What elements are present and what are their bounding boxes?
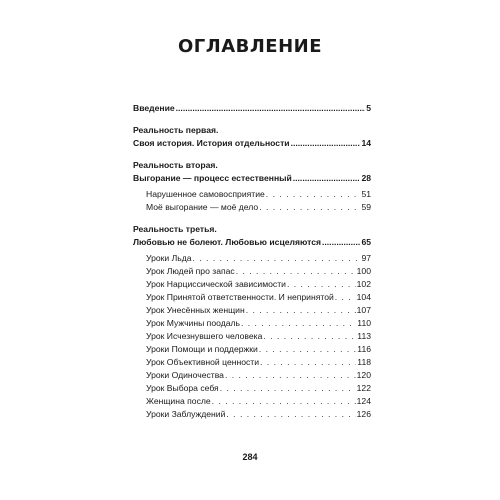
toc-entry-page: 107 <box>356 305 371 315</box>
dot-leader <box>322 236 360 249</box>
toc-subentry[interactable] <box>146 291 371 304</box>
toc-entry-label: Урок Унесённых женщин <box>146 305 245 315</box>
toc-entry-page: 116 <box>357 344 371 354</box>
toc-subentry[interactable] <box>146 408 371 421</box>
dot-leader <box>259 343 356 356</box>
dot-leader <box>246 304 356 317</box>
dot-leader <box>193 252 361 265</box>
dot-leader <box>266 188 361 201</box>
toc-entry-page: 120 <box>356 370 371 380</box>
toc-subentry[interactable] <box>146 369 371 382</box>
toc-subentry[interactable] <box>146 201 371 214</box>
dot-leader <box>241 317 356 330</box>
toc-entry-page: 113 <box>357 331 371 341</box>
dot-leader <box>259 201 360 214</box>
toc-subentry[interactable] <box>146 317 371 330</box>
dot-leader <box>263 330 356 343</box>
toc-entry-page: 118 <box>357 357 371 367</box>
toc-subentry[interactable] <box>146 395 371 408</box>
table-of-contents <box>133 102 371 421</box>
dot-leader <box>225 369 356 382</box>
toc-entry-label: Урок Нарциссической зависимости <box>146 279 286 289</box>
dot-leader <box>335 291 356 304</box>
toc-subentry[interactable] <box>146 304 371 317</box>
toc-subentry[interactable] <box>146 330 371 343</box>
toc-entry-part3[interactable] <box>133 236 371 249</box>
toc-entry-page: 51 <box>361 189 371 199</box>
toc-entry-label: Моё выгорание — моё дело <box>146 202 259 212</box>
dot-leader <box>176 102 366 115</box>
toc-entry-page: 14 <box>361 138 371 148</box>
dot-leader <box>212 395 356 408</box>
dot-leader <box>226 408 355 421</box>
toc-subentry[interactable] <box>146 278 371 291</box>
toc-entry-label: Своя история. История отдельности <box>133 138 290 148</box>
toc-subentry[interactable] <box>146 188 371 201</box>
dot-leader <box>291 137 361 150</box>
page-title: ОГЛАВЛЕНИЕ <box>177 36 323 57</box>
toc-section-part1 <box>133 124 371 150</box>
dot-leader <box>236 265 356 278</box>
toc-entry-label: Нарушенное самовосприятие <box>146 189 265 199</box>
toc-entry-label: Введение <box>133 103 175 113</box>
toc-entry-intro[interactable] <box>133 102 371 115</box>
toc-entry-page: 124 <box>356 396 371 406</box>
toc-entry-label: Уроки Одиночества <box>146 370 224 380</box>
toc-entry-label: Уроки Заблуждений <box>146 409 226 419</box>
dot-leader <box>260 356 356 369</box>
toc-entry-page: 110 <box>357 318 371 328</box>
toc-entry-page: 126 <box>356 409 371 419</box>
toc-subentry[interactable] <box>146 382 371 395</box>
toc-entry-label: Урок Мужчины поодаль <box>146 318 240 328</box>
toc-entry-page: 104 <box>356 292 371 302</box>
toc-entry-page: 102 <box>356 279 371 289</box>
toc-entry-label: Урок Выбора себя <box>146 383 219 393</box>
section-heading: Реальность третья. <box>133 224 217 234</box>
section-heading: Реальность вторая. <box>133 160 218 170</box>
toc-entry-label: Урок Исчезнувшего человека <box>146 331 263 341</box>
section-heading: Реальность первая. <box>133 125 219 135</box>
toc-subentry-list <box>133 252 371 421</box>
dot-leader <box>293 172 361 185</box>
dot-leader <box>287 278 356 291</box>
toc-subentry[interactable] <box>146 356 371 369</box>
toc-entry-page: 122 <box>356 383 371 393</box>
toc-entry-part1[interactable] <box>133 137 371 150</box>
toc-entry-label: Урок Людей про запас <box>146 266 235 276</box>
toc-entry-page: 65 <box>361 237 371 247</box>
dot-leader <box>220 382 356 395</box>
toc-entry-page: 28 <box>361 173 371 183</box>
toc-section-part2 <box>133 159 371 214</box>
toc-entry-label: Уроки Льда <box>146 253 192 263</box>
page-number: 284 <box>242 452 258 462</box>
toc-entry-label: Женщина после <box>146 396 211 406</box>
toc-subentry[interactable] <box>146 252 371 265</box>
toc-entry-label: Выгорание — процесс естественный <box>133 173 292 183</box>
toc-entry-label: Уроки Помощи и поддержки <box>146 344 258 354</box>
toc-entry-label: Урок Принятой ответственности. И непринятой <box>146 292 334 302</box>
toc-subentry[interactable] <box>146 343 371 356</box>
toc-entry-label: Урок Объективной ценности <box>146 357 260 367</box>
toc-entry-label: Любовью не болеют. Любовью исцеляются <box>133 237 322 247</box>
toc-subentry[interactable] <box>146 265 371 278</box>
toc-entry-page: 5 <box>366 103 371 113</box>
toc-entry-page: 100 <box>356 266 371 276</box>
toc-entry-part2[interactable] <box>133 172 371 185</box>
toc-entry-page: 59 <box>361 202 371 212</box>
toc-section-part3 <box>133 223 371 421</box>
toc-entry-page: 97 <box>361 253 371 263</box>
